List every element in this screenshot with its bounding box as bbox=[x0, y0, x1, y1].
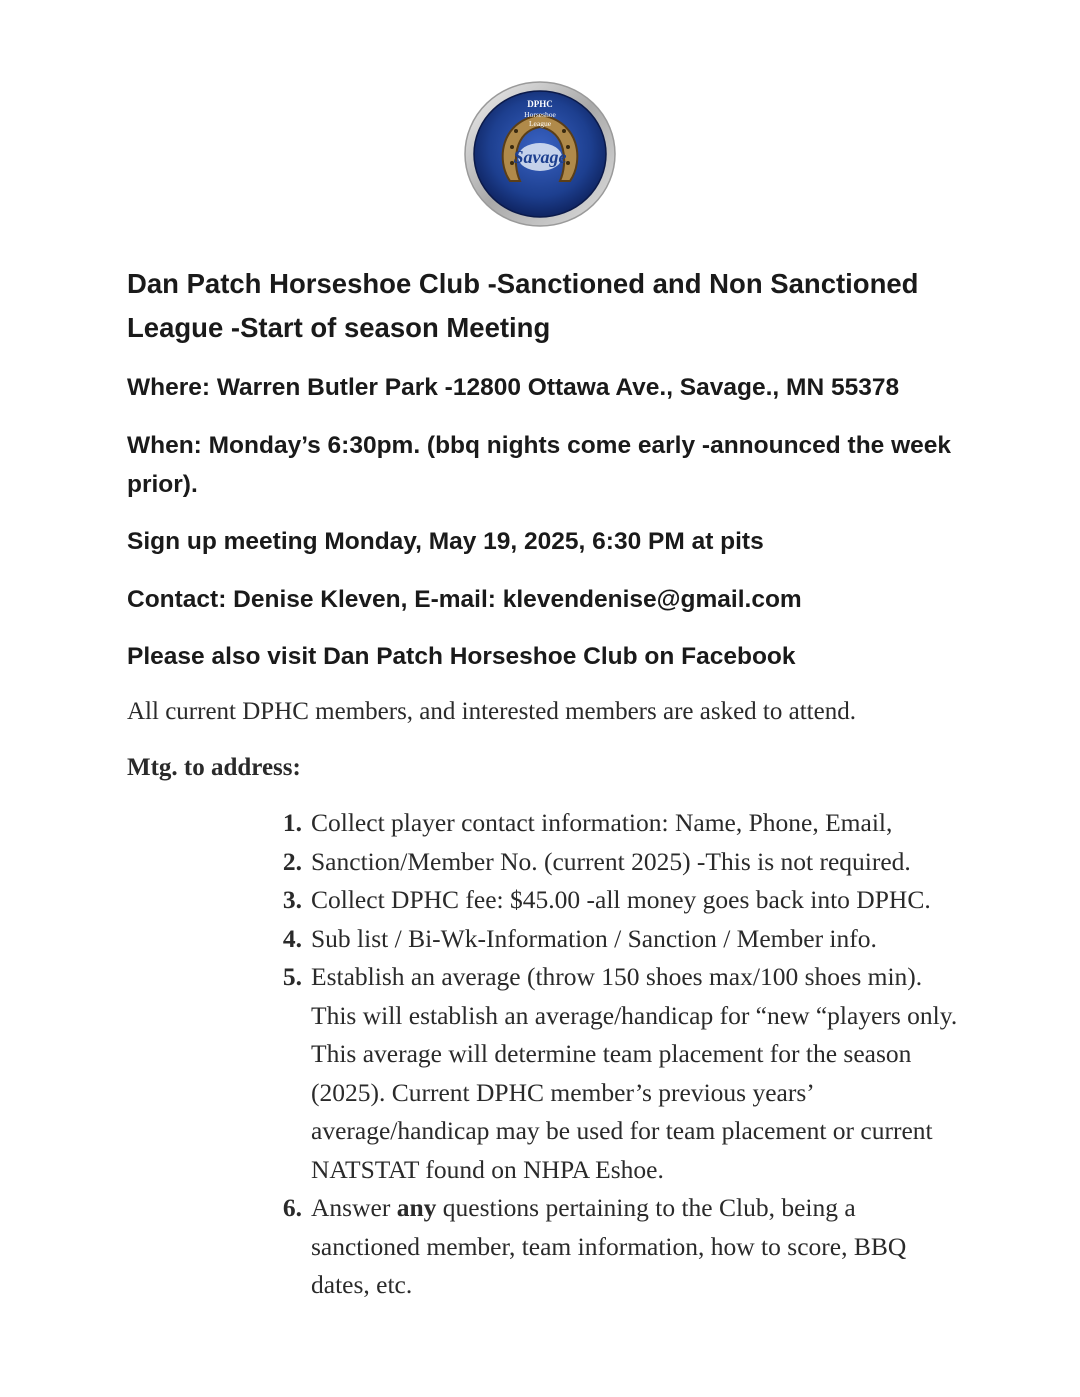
list-number: 6. bbox=[282, 1193, 302, 1222]
list-text: Collect DPHC fee: $45.00 -all money goes back into DPHC. bbox=[311, 885, 931, 914]
list-number: 3. bbox=[282, 885, 302, 914]
list-text: Collect player contact information: Name, Phone, Email, bbox=[311, 808, 893, 837]
facebook-line: Please also visit Dan Patch Horseshoe Club on Facebook bbox=[127, 643, 796, 670]
list-item bbox=[270, 881, 970, 920]
where-line: Where: Warren Butler Park -12800 Ottawa Ave., Savage., MN 55378 bbox=[127, 374, 900, 401]
contact-line: Contact: Denise Kleven, E-mail: klevendenise@gmail.com bbox=[127, 586, 802, 613]
svg-text:DPHC: DPHC bbox=[527, 99, 553, 109]
list-number: 5. bbox=[282, 962, 302, 991]
list-number: 1. bbox=[282, 808, 302, 837]
list-text: Sanction/Member No. (current 2025) -This is not required. bbox=[311, 846, 911, 876]
svg-text:Savage: Savage bbox=[513, 147, 567, 167]
list-number: 4. bbox=[282, 923, 302, 953]
list-number: 2. bbox=[282, 846, 302, 876]
list-item bbox=[270, 958, 970, 1189]
emphasis-any: any bbox=[396, 1193, 437, 1222]
list-item bbox=[270, 1189, 970, 1305]
signup-line: Sign up meeting Monday, May 19, 2025, 6:30 PM at pits bbox=[127, 528, 764, 555]
list-item bbox=[270, 843, 970, 882]
list-text: Establish an average (throw 150 shoes max/100 shoes min). This will establish an average/handicap for “new “players only. This average will determine team placement for the season (2025). Current DPHC member’s previous years’ average/handicap may be used for team placement or current NATSTAT found on NHPA Eshoe. bbox=[311, 962, 958, 1184]
svg-text:Horseshoe: Horseshoe bbox=[524, 110, 556, 119]
agenda-list bbox=[270, 804, 970, 1305]
list-text: Answer any questions pertaining to the Club, being a sanctioned member, team information, how to score, BBQ dates, etc. bbox=[311, 1193, 907, 1299]
agenda-label: Mtg. to address: bbox=[127, 754, 301, 781]
intro-text: All current DPHC members, and interested members are asked to attend. bbox=[127, 698, 856, 725]
list-item bbox=[270, 804, 970, 843]
page-title: Dan Patch Horseshoe Club -Sanctioned and Non Sanctioned League -Start of season Meeting bbox=[127, 268, 919, 343]
when-line: When: Monday’s 6:30pm. (bbq nights come early -announced the week prior). bbox=[127, 432, 952, 498]
list-text: Sub list / Bi-Wk-Information / Sanction / Member info. bbox=[311, 923, 877, 953]
dphc-savage-logo bbox=[464, 81, 616, 227]
svg-text:League: League bbox=[528, 119, 552, 128]
list-item bbox=[270, 920, 970, 959]
